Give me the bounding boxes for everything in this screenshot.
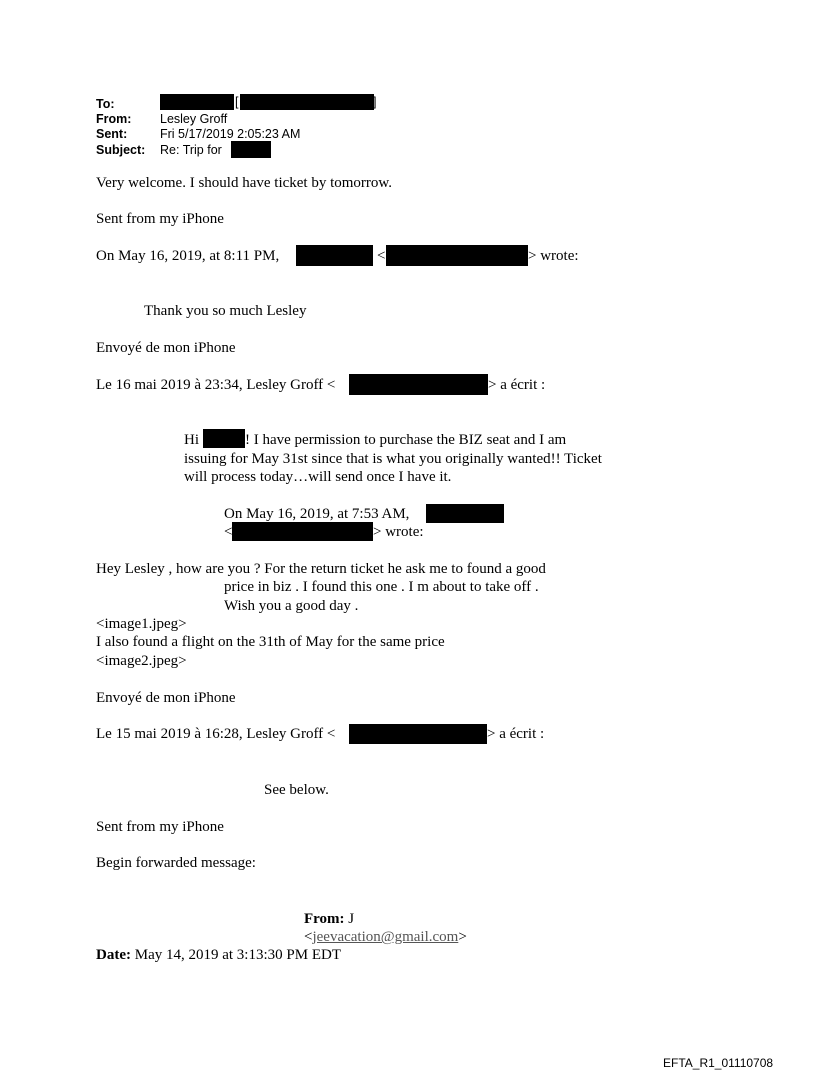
process-line: will process today…will send once I have it. [184, 469, 452, 485]
from-label: From: [96, 112, 132, 126]
thank-you-line: Thank you so much Lesley [144, 303, 307, 319]
forwarded-from-line [304, 910, 354, 928]
envoye-iphone-1: Envoyé de mon iPhone [96, 340, 236, 356]
redaction-hi-name [203, 429, 245, 448]
a-ecrit-1: > a écrit : [488, 377, 546, 393]
from-value: Lesley Groff [160, 112, 228, 126]
forwarded-email-link[interactable]: jeevacation@gmail.com [312, 929, 459, 945]
date-label: Date: [96, 947, 131, 963]
redaction-sender-email-1 [386, 245, 528, 266]
redaction-to-email [240, 94, 377, 110]
issuing-line: issuing for May 31st since that is what you originally wanted!! Ticket [184, 451, 602, 467]
begin-forwarded: Begin forwarded message: [96, 855, 256, 871]
redaction-lesley-email-1 [349, 374, 488, 395]
redaction-to-name [160, 94, 234, 110]
sent-label: Sent: [96, 127, 128, 141]
sent-from-iphone-2: Sent from my iPhone [96, 819, 224, 835]
document-id: EFTA_R1_01110708 [663, 1056, 774, 1070]
forwarded-from-label: From: [304, 911, 345, 927]
to-bracket-open: [ [235, 95, 239, 109]
quote-header-2: Le 16 mai 2019 à 23:34, Lesley Groff < [96, 377, 336, 393]
date-value: May 14, 2019 at 3:13:30 PM EDT [130, 947, 341, 963]
redaction-sender-name-2 [426, 504, 504, 523]
reply-line: Very welcome. I should have ticket by tomorrow. [96, 175, 393, 191]
forwarded-date-line [96, 946, 341, 964]
redaction-subject [231, 141, 271, 158]
sent-from-iphone-1: Sent from my iPhone [96, 211, 224, 227]
lt-sign-2: < [224, 524, 233, 540]
subject-value: Re: Trip for [160, 143, 222, 157]
subject-label: Subject: [96, 143, 146, 157]
sent-value: Fri 5/17/2019 2:05:23 AM [160, 127, 301, 141]
image2-attachment: <image2.jpeg> [96, 653, 187, 669]
to-bracket-close: ] [373, 95, 377, 109]
redaction-sender-name-1 [296, 245, 373, 266]
redaction-lesley-email-2 [349, 724, 487, 744]
lt-sign-1: < [377, 248, 386, 264]
gt-sign-3: > [458, 929, 467, 945]
redaction-sender-email-2 [232, 522, 373, 541]
see-below: See below. [264, 782, 329, 798]
wrote-2: > wrote: [373, 524, 424, 540]
forwarded-from-value: J [344, 911, 355, 927]
hi-word: Hi [184, 432, 199, 448]
price-line: price in biz . I found this one . I m about to take off . [224, 579, 539, 595]
quote-header-4: Le 15 mai 2019 à 16:28, Lesley Groff < [96, 726, 336, 742]
also-found-line: I also found a flight on the 31th of May for the same price [96, 634, 445, 650]
forwarded-email-line [304, 928, 467, 946]
hey-line: Hey Lesley , how are you ? For the return ticket he ask me to found a good [96, 561, 546, 577]
lt-sign-3: < [304, 929, 313, 945]
wrote-1: > wrote: [528, 248, 579, 264]
quote-header-3: On May 16, 2019, at 7:53 AM, [224, 506, 410, 522]
image1-attachment: <image1.jpeg> [96, 616, 187, 632]
to-label: To: [96, 97, 115, 111]
envoye-iphone-2: Envoyé de mon iPhone [96, 690, 236, 706]
a-ecrit-2: > a écrit : [487, 726, 545, 742]
permission-line: ! I have permission to purchase the BIZ seat and I am [245, 432, 567, 448]
quote-header-1: On May 16, 2019, at 8:11 PM, [96, 248, 280, 264]
wish-line: Wish you a good day . [224, 598, 359, 614]
